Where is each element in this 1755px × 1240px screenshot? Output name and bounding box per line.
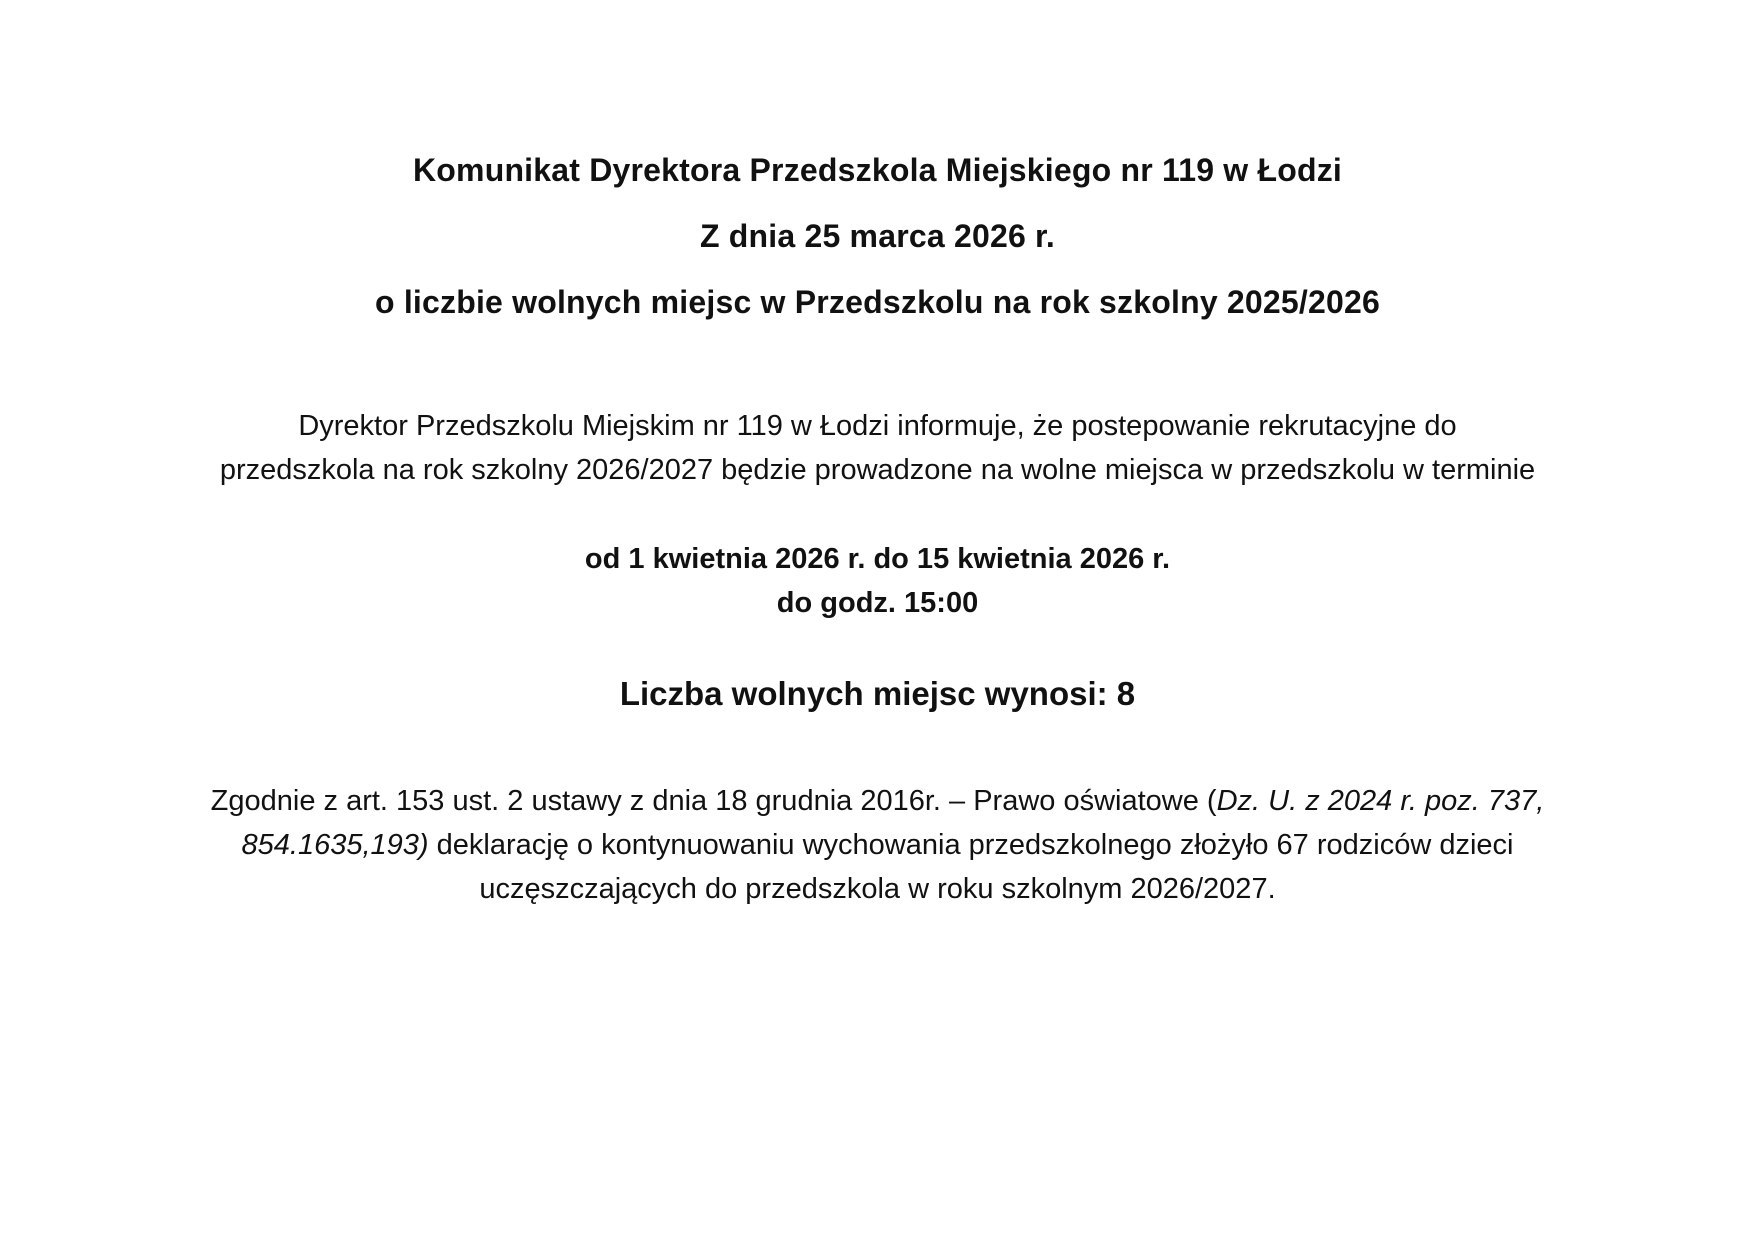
legal-line-2-text: deklarację o kontynuowaniu wychowania przedszkolnego złożyło 67 rodziców dzieci — [428, 829, 1514, 861]
recruitment-term-hour: do godz. 15:00 — [776, 587, 979, 619]
heading-date: Z dnia 25 marca 2026 r. — [699, 218, 1056, 254]
legal-paragraph-line-2 — [0, 829, 1755, 862]
recruitment-term-dates: od 1 kwietnia 2026 r. do 15 kwietnia 2026 r. — [584, 543, 1171, 575]
legal-line-1-text: Zgodnie z art. 153 ust. 2 ustawy z dnia 18 grudnia 2016r. – Prawo oświatowe ( — [210, 785, 1217, 817]
legal-citation-part-1: Dz. U. z 2024 r. poz. 737, — [1216, 785, 1545, 817]
heading-title: Komunikat Dyrektora Przedszkola Miejskiego nr 119 w Łodzi — [412, 152, 1342, 188]
free-places-count: Liczba wolnych miejsc wynosi: 8 — [619, 675, 1136, 712]
legal-paragraph-line-1 — [0, 785, 1755, 818]
legal-paragraph-line-3: uczęszczających do przedszkola w roku szkolnym 2026/2027. — [479, 873, 1276, 905]
intro-paragraph-line-1: Dyrektor Przedszkolu Miejskim nr 119 w Łodzi informuje, że postepowanie rekrutacyjne do — [298, 410, 1457, 442]
intro-paragraph-line-2: przedszkola na rok szkolny 2026/2027 będzie prowadzone na wolne miejsca w przedszkolu w terminie — [219, 454, 1536, 486]
heading-subject: o liczbie wolnych miejsc w Przedszkolu na rok szkolny 2025/2026 — [374, 284, 1380, 320]
legal-citation-part-2: 854.1635,193) — [241, 829, 429, 861]
